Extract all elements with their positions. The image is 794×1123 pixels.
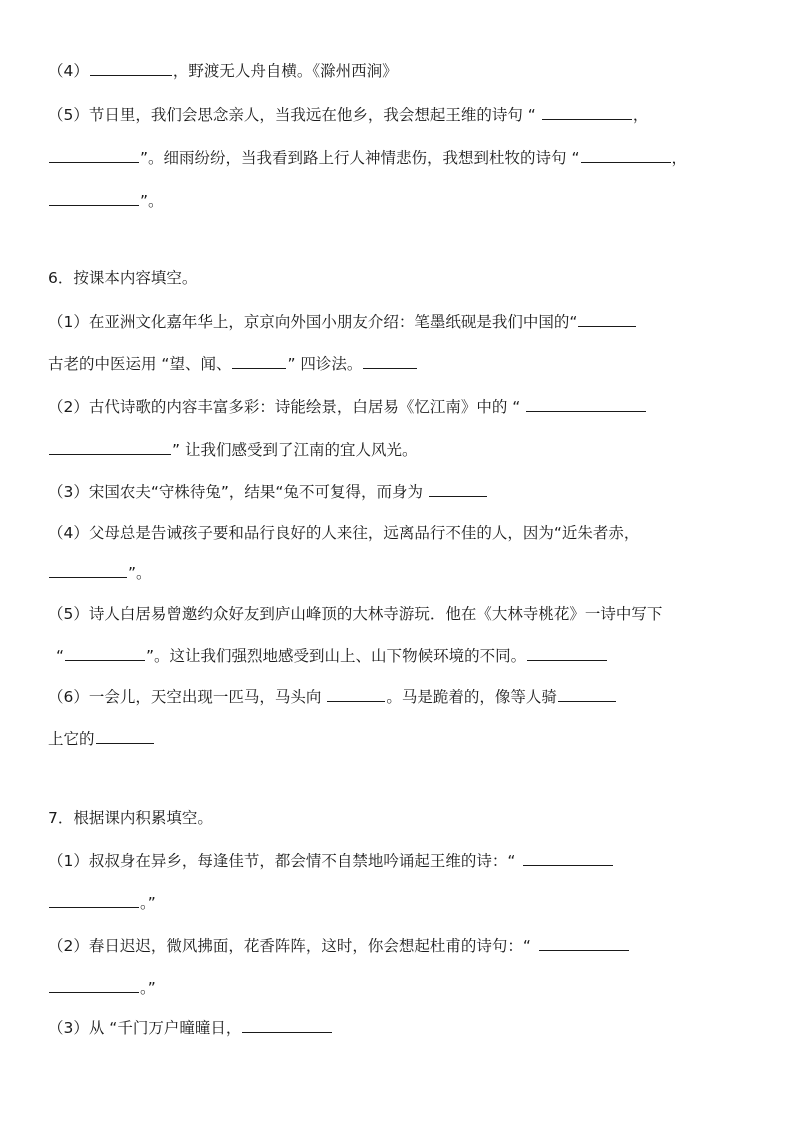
answer-blank[interactable] [527,645,607,661]
answer-blank[interactable] [526,396,646,412]
text-segment: （4） [48,62,89,80]
answer-blank[interactable] [49,147,139,163]
q7-item-1-line-1 [48,850,614,872]
answer-blank[interactable] [96,728,154,744]
q6-item-6-line-1 [48,686,617,708]
answer-blank[interactable] [242,1017,332,1033]
answer-blank[interactable] [90,60,172,76]
answer-blank[interactable] [429,481,487,497]
answer-blank[interactable] [363,353,417,369]
text-segment: （3）从 “千门万户曈曈日， [48,1019,242,1037]
q7-item-1-line-2 [48,892,156,914]
answer-blank[interactable] [65,645,145,661]
text-segment: ” 四诊法。 [287,355,363,373]
q6-item-1-line-2 [48,353,418,375]
answer-blank[interactable] [523,850,613,866]
text-segment: 。马是跪着的，像等人骑 [386,688,557,706]
text-segment: （2）春日迟迟，微风拂面，花香阵阵，这时，你会想起杜甫的诗句：“ [48,937,531,955]
q6-item-4-line-2 [48,562,152,584]
text-segment: 古老的中医运用 “望、闻、 [48,355,232,373]
answer-blank[interactable] [49,892,139,908]
text-segment: ， [671,149,688,167]
text-segment: “ [56,647,65,665]
q5-item-4-line [48,60,398,82]
answer-blank[interactable] [581,147,671,163]
text-segment: ，野渡无人舟自横。《滁州西涧》 [172,62,398,80]
text-segment: 6．按课本内容填空。 [48,269,198,287]
q7-item-2-line-1 [48,935,630,957]
question-7-title [48,807,213,829]
answer-blank[interactable] [49,439,171,455]
q6-item-6-line-2 [48,728,155,750]
q7-item-2-line-2 [48,977,156,999]
q7-item-3-line-1 [48,1017,333,1039]
text-segment: 上它的 [48,730,95,748]
answer-blank[interactable] [327,686,385,702]
text-segment: ， [632,106,649,124]
q5-item-5-line-3 [48,190,164,212]
question-6-title [48,267,197,289]
text-segment: 7．根据课内积累填空。 [48,809,213,827]
text-segment: （1）在亚洲文化嘉年华上，京京向外国小朋友介绍：笔墨纸砚是我们中国的“ [48,313,578,331]
q5-item-5-line-1 [48,104,648,126]
text-segment: （5）诗人白居易曾邀约众好友到庐山峰顶的大林寺游玩．他在《大林寺桃花》一诗中写下 [48,605,663,623]
text-segment: 。” [140,979,156,997]
text-segment: （6）一会儿，天空出现一匹马，马头向 [48,688,322,706]
answer-blank[interactable] [232,353,286,369]
answer-blank[interactable] [542,104,632,120]
text-segment: （2）古代诗歌的内容丰富多彩：诗能绘景，白居易《忆江南》中的 “ [48,398,521,416]
q6-item-2-line-2 [48,439,417,461]
answer-blank[interactable] [558,686,616,702]
text-segment: ”。 [128,564,152,582]
text-segment: ”。细雨纷纷，当我看到路上行人神情悲伤，我想到杜牧的诗句 “ [140,149,580,167]
text-segment: ”。 [140,192,164,210]
text-segment: ” 让我们感受到了江南的宜人风光。 [172,441,418,459]
text-segment: （3）宋国农夫“守株待兔”，结果“兔不可复得，而身为 [48,483,423,501]
answer-blank[interactable] [578,311,636,327]
q6-item-1-line-1 [48,311,637,333]
q5-item-5-line-2 [48,147,687,169]
q6-item-2-line-1 [48,396,647,418]
answer-blank[interactable] [49,190,139,206]
q6-item-3-line [48,481,488,503]
answer-blank[interactable] [49,977,139,993]
q6-item-5-line-2 [48,645,608,667]
text-segment: （5）节日里，我们会思念亲人，当我远在他乡，我会想起王维的诗句 “ [48,106,536,124]
answer-blank[interactable] [539,935,629,951]
answer-blank[interactable] [49,562,127,578]
text-segment: （4）父母总是告诫孩子要和品行良好的人来往，远离品行不佳的人，因为“近朱者赤， [48,524,640,542]
q6-item-5-line-1 [48,603,662,625]
text-segment: 。” [140,894,156,912]
text-segment: （1）叔叔身在异乡，每逢佳节，都会情不自禁地吟诵起王维的诗：“ [48,852,516,870]
text-segment: ”。这让我们强烈地感受到山上、山下物候环境的不同。 [146,647,527,665]
q6-item-4-line-1 [48,522,639,544]
